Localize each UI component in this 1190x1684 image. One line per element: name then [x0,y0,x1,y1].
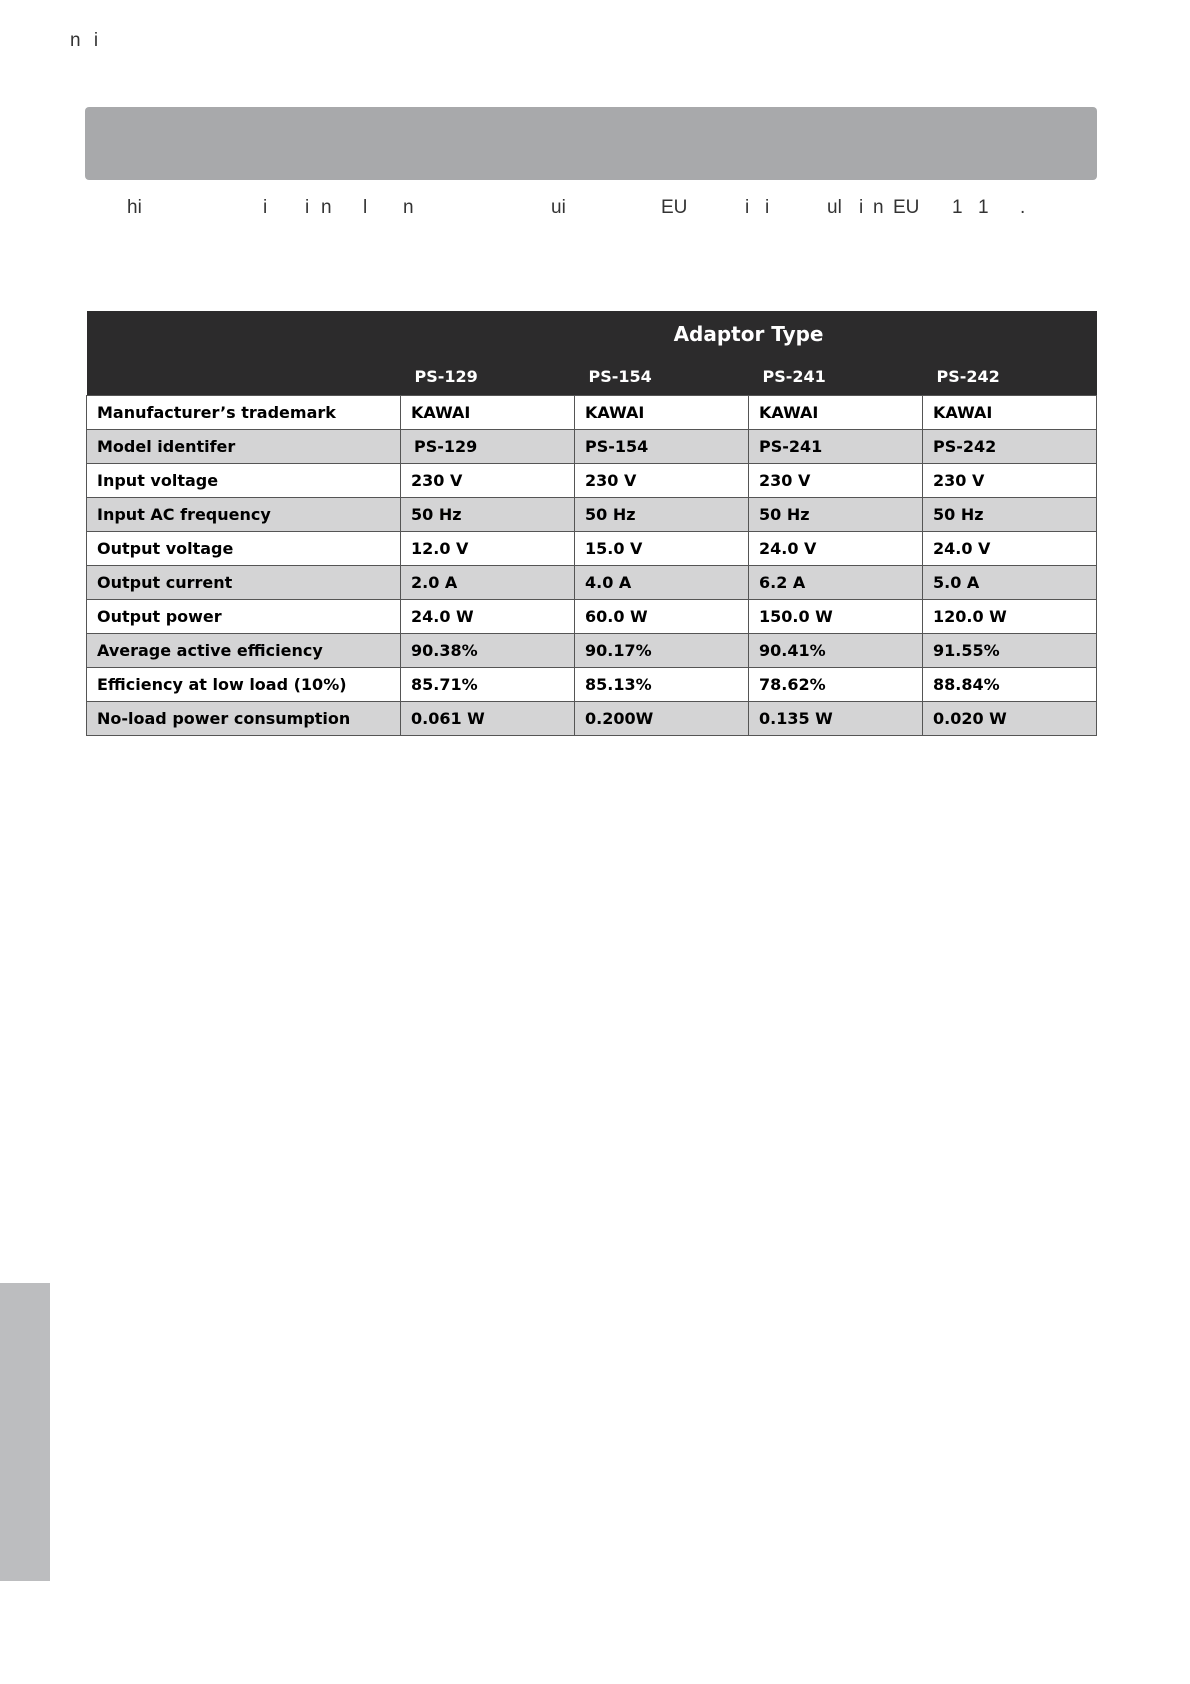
table-cell: PS-242 [923,430,1097,464]
table-cell: 50 Hz [923,498,1097,532]
table-cell: 4.0 A [575,566,749,600]
table-cell: 50 Hz [401,498,575,532]
adaptor-spec-table [86,311,1097,736]
table-cell: 12.0 V [401,532,575,566]
row-label: Model identifer [87,430,401,464]
row-label: Manufacturer’s trademark [87,396,401,430]
table-cell: KAWAI [749,396,923,430]
adaptor-type-header: Adaptor Type [401,311,1097,357]
intro-word: n [321,197,332,218]
table-row [87,702,1097,736]
table-cell: 120.0 W [923,600,1097,634]
row-label: Average active efficiency [87,634,401,668]
corner-header-cell [87,311,401,357]
row-label: No-load power consumption [87,702,401,736]
side-section-tab [0,1283,50,1581]
corner-header-cell [87,357,401,396]
row-label: Input AC frequency [87,498,401,532]
intro-word: . [1020,197,1026,218]
table-cell: 230 V [923,464,1097,498]
intro-word: 1 [952,197,963,218]
table-cell: KAWAI [401,396,575,430]
intro-word: i [263,197,268,218]
table-cell: 50 Hz [575,498,749,532]
intro-word: hi [127,197,142,218]
page-header-fragment: n i [70,30,103,51]
table-cell: 150.0 W [749,600,923,634]
intro-word: n [873,197,884,218]
intro-word: EU [893,197,920,218]
table-row [87,600,1097,634]
table-cell: 0.061 W [401,702,575,736]
table-cell: 50 Hz [749,498,923,532]
table-cell: 5.0 A [923,566,1097,600]
table-cell: 85.13% [575,668,749,702]
table-cell: 2.0 A [401,566,575,600]
intro-word: i [859,197,864,218]
intro-word: n [403,197,414,218]
table-cell: 0.200W [575,702,749,736]
table-row [87,634,1097,668]
row-label: Output voltage [87,532,401,566]
intro-word: ul [827,197,842,218]
table-cell: 91.55% [923,634,1097,668]
table-row [87,498,1097,532]
table-cell: 230 V [401,464,575,498]
table-cell: 0.020 W [923,702,1097,736]
table-cell: KAWAI [575,396,749,430]
table-cell: 230 V [749,464,923,498]
row-label: Output current [87,566,401,600]
column-header: PS-154 [575,357,749,396]
table-cell: 90.38% [401,634,575,668]
intro-text [85,197,1097,225]
intro-word: l [363,197,368,218]
column-header: PS-129 [401,357,575,396]
table-cell: 88.84% [923,668,1097,702]
intro-word: i [765,197,770,218]
row-label: Input voltage [87,464,401,498]
table-cell: PS-241 [749,430,923,464]
intro-word: 1 [978,197,989,218]
table-row [87,396,1097,430]
table-row [87,430,1097,464]
table-cell: 24.0 V [923,532,1097,566]
table-cell: 85.71% [401,668,575,702]
intro-word: i [745,197,750,218]
intro-word: ui [551,197,566,218]
table-cell: 60.0 W [575,600,749,634]
table-cell: 90.41% [749,634,923,668]
table-cell: 90.17% [575,634,749,668]
table-cell: PS-129 [401,430,575,464]
intro-word: i [305,197,310,218]
row-label: Efficiency at low load (10%) [87,668,401,702]
table-cell: 24.0 W [401,600,575,634]
intro-word: EU [661,197,688,218]
table-cell: 6.2 A [749,566,923,600]
table-row [87,532,1097,566]
table-cell: 15.0 V [575,532,749,566]
table-cell: PS-154 [575,430,749,464]
table-row [87,464,1097,498]
table-row [87,566,1097,600]
column-header: PS-241 [749,357,923,396]
table-cell: 78.62% [749,668,923,702]
table-cell: 230 V [575,464,749,498]
table-row [87,668,1097,702]
table-cell: 0.135 W [749,702,923,736]
row-label: Output power [87,600,401,634]
section-title-bar [85,107,1097,180]
table-cell: 24.0 V [749,532,923,566]
table-cell: KAWAI [923,396,1097,430]
column-header: PS-242 [923,357,1097,396]
